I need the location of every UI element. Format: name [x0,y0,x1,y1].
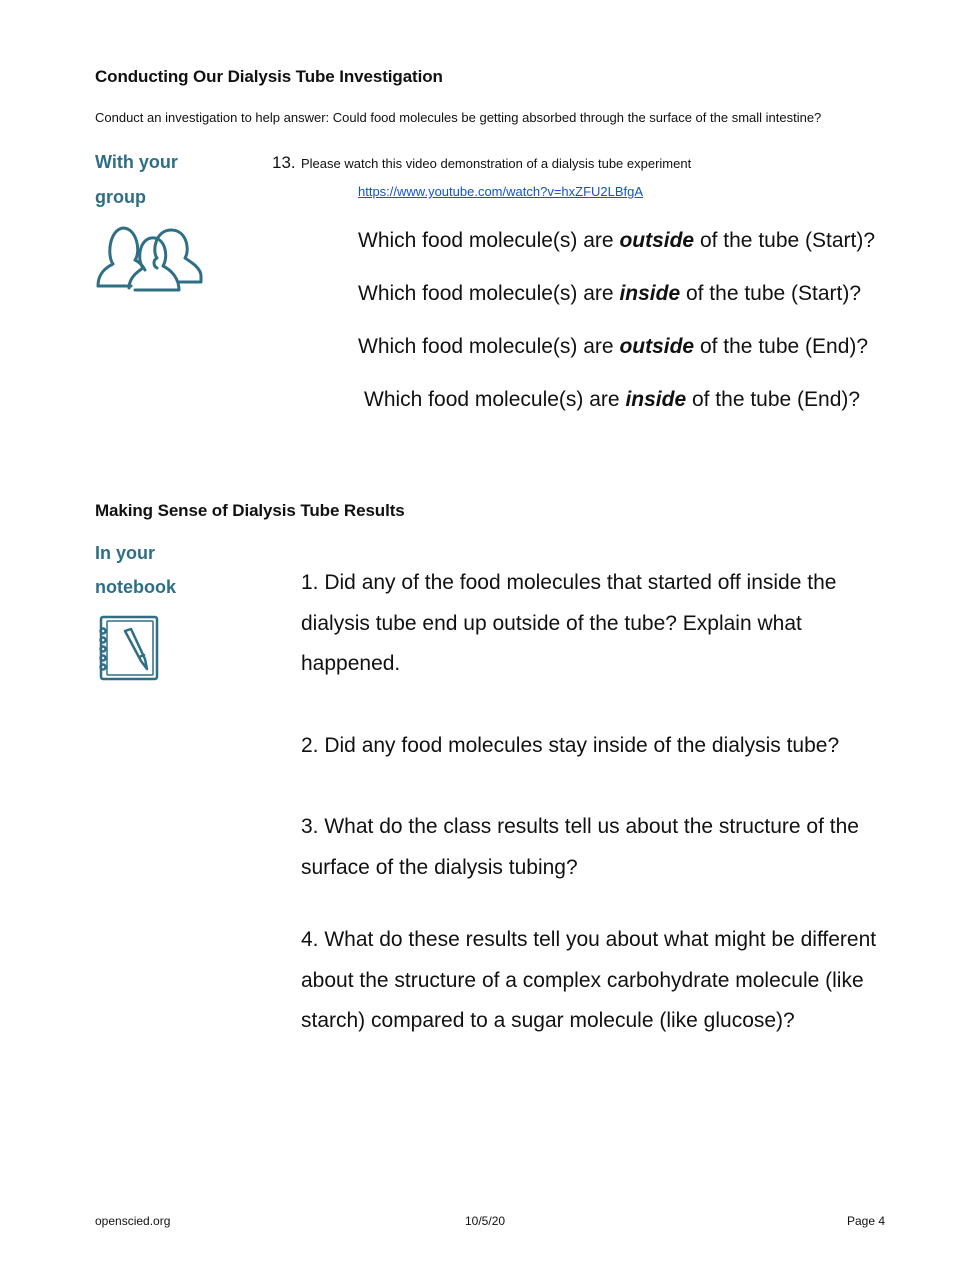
footer-page-number: Page 4 [847,1214,886,1228]
question-outside-start: Which food molecule(s) are outside of the tube (Start)? [358,229,876,252]
section-title-making-sense: Making Sense of Dialysis Tube Results [95,501,405,520]
in-your-label: In your [95,543,156,563]
footer-date: 10/5/20 [465,1214,506,1228]
section-title-investigation: Conducting Our Dialysis Tube Investigation [95,67,443,86]
question-2: 2. Did any food molecules stay inside of the dialysis tube? [301,734,840,757]
investigation-intro: Conduct an investigation to help answer: Could food molecules be getting absorbed through the surface of the small intestine? [95,110,822,125]
with-your-label: With your [95,152,178,172]
question-3: 3. What do the class results tell us about the structure of the surface of the dialysis tubing? [301,815,859,879]
question-13-text: Please watch this video demonstration of a dialysis tube experiment [301,156,692,171]
group-label: group [95,187,146,207]
group-people-icon [95,222,205,294]
question-13-number: 13. [272,153,296,172]
question-1: 1. Did any of the food molecules that started off inside the dialysis tube end up outside of the tube? Explain what happened. [301,571,837,675]
notebook-label: notebook [95,577,176,597]
question-inside-start: Which food molecule(s) are inside of the tube (Start)? [358,282,862,305]
question-outside-end: Which food molecule(s) are outside of the tube (End)? [358,335,869,358]
question-4: 4. What do these results tell you about what might be different about the structure of a complex carbohydrate molecule (like starch) compared to a sugar molecule (like glucose)? [301,928,877,1032]
question-inside-end: Which food molecule(s) are inside of the tube (End)? [364,388,861,411]
notebook-pencil-icon [95,613,161,685]
video-link[interactable]: https://www.youtube.com/watch?v=hxZFU2LBfgA [358,184,644,199]
footer-site: openscied.org [95,1214,171,1228]
